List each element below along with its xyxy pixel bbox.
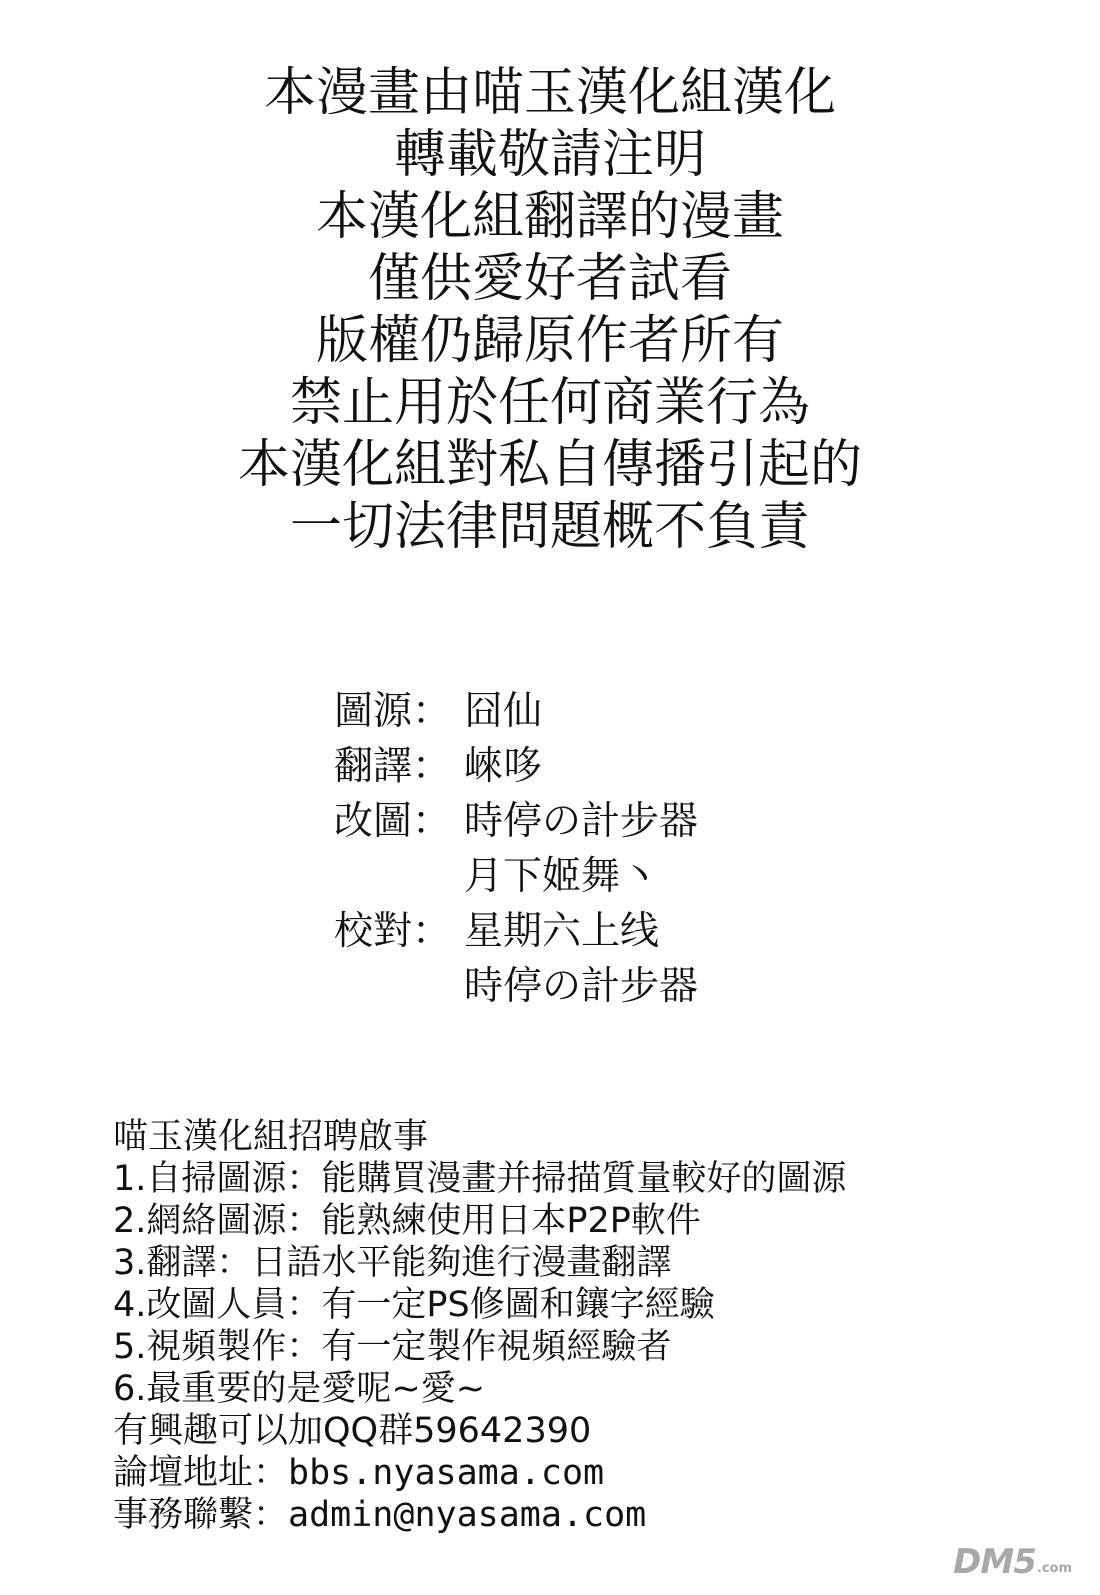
credit-role: 改圖： xyxy=(334,799,452,844)
credit-name: 時停の計步器 xyxy=(464,799,699,844)
forum-label: 論壇地址： xyxy=(113,1453,289,1493)
contact-line xyxy=(113,1494,993,1536)
recruitment-item: 6.最重要的是愛呢~愛~ xyxy=(113,1369,486,1409)
credit-role: 圖源： xyxy=(334,689,452,734)
contact-email: admin@nyasama.com xyxy=(288,1495,647,1535)
watermark-domain: .com xyxy=(1036,1561,1072,1576)
credit-role: 校對： xyxy=(334,909,452,954)
recruitment-notice xyxy=(113,1116,993,1536)
credit-name: 月下姬舞丶 xyxy=(464,854,660,899)
recruitment-item: 5.視頻製作：有一定製作視頻經驗者 xyxy=(113,1327,672,1367)
site-watermark xyxy=(953,1543,1072,1581)
notice-line: 僅供愛好者試看 xyxy=(367,249,732,309)
credit-row xyxy=(334,959,764,1014)
notice-line: 一切法律問題概不負責 xyxy=(289,497,810,557)
notice-line: 本漫畫由喵玉漢化組漢化 xyxy=(263,63,836,123)
credit-row xyxy=(334,849,764,904)
staff-credits xyxy=(334,684,764,1014)
recruitment-item: 2.網絡圖源：能熟練使用日本P2P軟件 xyxy=(113,1201,701,1241)
notice-line: 版權仍歸原作者所有 xyxy=(315,311,784,371)
credit-name: 時停の計步器 xyxy=(464,964,699,1009)
credit-row xyxy=(334,794,764,849)
notice-line: 禁止用於任何商業行為 xyxy=(289,373,810,433)
notice-line: 本漢化組對私自傳播引起的 xyxy=(237,435,862,495)
credit-name: 星期六上线 xyxy=(464,909,660,954)
recruitment-item: 4.改圖人員：有一定PS修圖和鑲字經驗 xyxy=(113,1285,715,1325)
credit-name: 囧仙 xyxy=(464,689,543,734)
recruitment-title: 喵玉漢化組招聘啟事 xyxy=(113,1117,429,1157)
recruitment-item: 1.自掃圖源：能購買漫畫并掃描質量較好的圖源 xyxy=(113,1159,847,1199)
credit-row xyxy=(334,739,764,794)
forum-url: bbs.nyasama.com xyxy=(288,1453,605,1493)
recruitment-item: 3.翻譯：日語水平能夠進行漫畫翻譯 xyxy=(113,1243,672,1283)
credit-row xyxy=(334,684,764,739)
credit-role: 翻譯： xyxy=(334,744,452,789)
forum-line xyxy=(113,1452,993,1494)
notice-line: 本漢化組翻譯的漫畫 xyxy=(315,187,784,247)
contact-label: 事務聯繫： xyxy=(113,1495,289,1535)
copyright-notice xyxy=(0,62,1100,558)
watermark-logo: DM5 xyxy=(953,1542,1036,1582)
qq-group-line: 有興趣可以加QQ群59642390 xyxy=(113,1411,592,1451)
credit-name: 崍哆 xyxy=(464,744,543,789)
credit-row xyxy=(334,904,764,959)
notice-line: 轉載敬請注明 xyxy=(393,125,706,185)
